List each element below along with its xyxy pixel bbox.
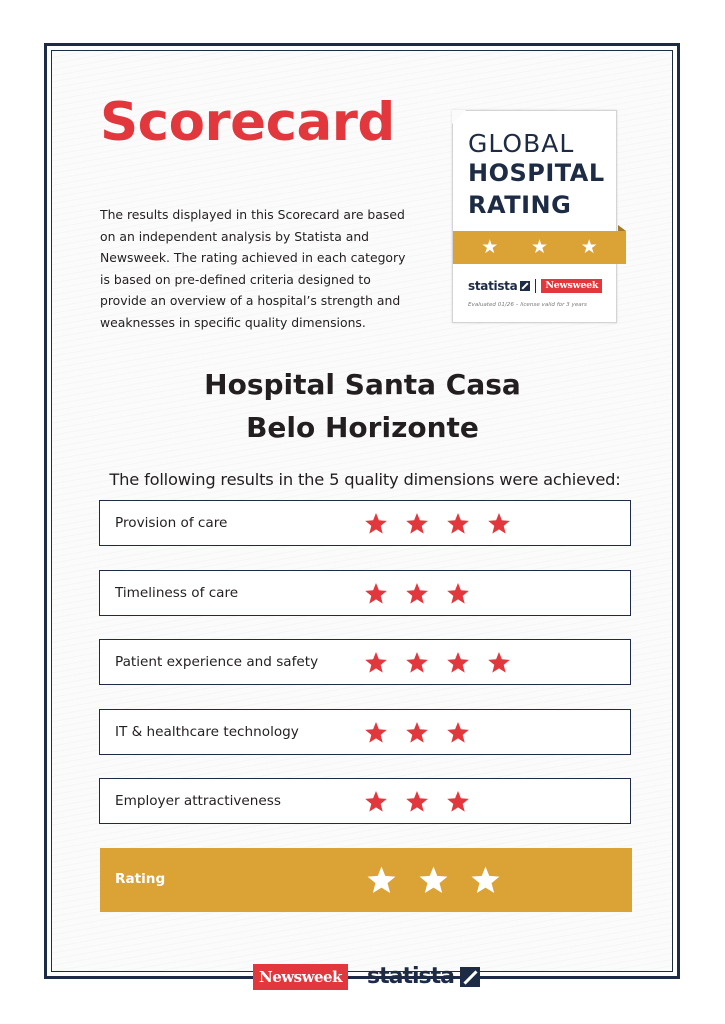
star-icon (418, 865, 449, 895)
star-icon (446, 651, 470, 674)
star-icon (364, 651, 388, 674)
dimension-stars (364, 779, 487, 823)
star-icon (446, 721, 470, 744)
star-icon (446, 790, 470, 813)
dimension-row-patient-experience (99, 639, 631, 685)
hospital-name-line1: Hospital Santa Casa (204, 368, 521, 401)
dimension-label: IT & healthcare technology (115, 724, 299, 740)
footer-statista-logo (367, 962, 480, 992)
logo-divider (535, 279, 536, 293)
star-icon (364, 582, 388, 605)
intro-line: weaknesses in specific quality dimensions. (100, 314, 366, 330)
star-icon (366, 865, 397, 895)
statista-wordmark: statista (468, 279, 518, 294)
intro-line: provide an overview of a hospital’s strength and (100, 293, 401, 309)
dimension-label: Provision of care (115, 515, 228, 531)
intro-line: is based on pre-defined criteria designed to (100, 271, 371, 287)
star-icon: ★ (580, 236, 598, 258)
star-icon (487, 651, 511, 674)
dimension-row-it-healthcare-technology (99, 709, 631, 755)
star-icon (364, 790, 388, 813)
star-icon (446, 512, 470, 535)
page-title: Scorecard (100, 92, 395, 153)
badge-logos (468, 279, 602, 293)
dimension-label: Patient experience and safety (115, 654, 319, 670)
star-icon (405, 512, 429, 535)
overall-rating-label: Rating (115, 871, 166, 887)
star-icon (364, 512, 388, 535)
statista-mark-icon (460, 967, 480, 987)
badge-line-hospital: HOSPITAL (468, 159, 605, 187)
global-hospital-rating-badge (452, 110, 617, 323)
badge-star-band (453, 231, 626, 264)
star-icon: ★ (530, 236, 548, 258)
star-icon (470, 865, 501, 895)
dimension-row-timeliness-of-care (99, 570, 631, 616)
dimension-label: Employer attractiveness (115, 793, 281, 809)
footer-newsweek-logo: Newsweek (253, 964, 348, 990)
intro-line: Newsweek. The rating achieved in each category (100, 250, 406, 266)
newsweek-logo: Newsweek (541, 279, 602, 293)
star-icon (405, 582, 429, 605)
badge-evaluation-note: Evaluated 01/26 – license valid for 3 years (468, 302, 587, 308)
footer-statista-wordmark: statista (367, 964, 454, 989)
intro-text (100, 204, 410, 334)
star-icon (446, 582, 470, 605)
dimension-stars (364, 640, 528, 684)
star-icon (364, 721, 388, 744)
star-icon (405, 651, 429, 674)
badge-line-rating: RATING (468, 191, 572, 219)
badge-corner-cut (452, 110, 466, 124)
star-icon: ★ (481, 236, 499, 258)
badge-line-global: GLOBAL (468, 129, 575, 158)
star-icon (405, 790, 429, 813)
overall-rating-stars (366, 848, 522, 912)
results-subtitle: The following results in the 5 quality dimensions were achieved: (109, 470, 621, 489)
statista-logo (468, 279, 530, 293)
hospital-name-line2: Belo Horizonte (246, 411, 479, 444)
dimension-stars (364, 571, 487, 615)
star-icon (487, 512, 511, 535)
dimension-row-employer-attractiveness (99, 778, 631, 824)
dimension-label: Timeliness of care (115, 585, 239, 601)
statista-mark-icon (520, 281, 530, 291)
dimension-stars (364, 501, 528, 545)
dimension-stars (364, 710, 487, 754)
overall-rating-row (100, 848, 632, 912)
intro-line: on an independent analysis by Statista and (100, 228, 370, 244)
star-icon (405, 721, 429, 744)
dimension-row-provision-of-care (99, 500, 631, 546)
intro-line: The results displayed in this Scorecard are based (100, 207, 405, 222)
